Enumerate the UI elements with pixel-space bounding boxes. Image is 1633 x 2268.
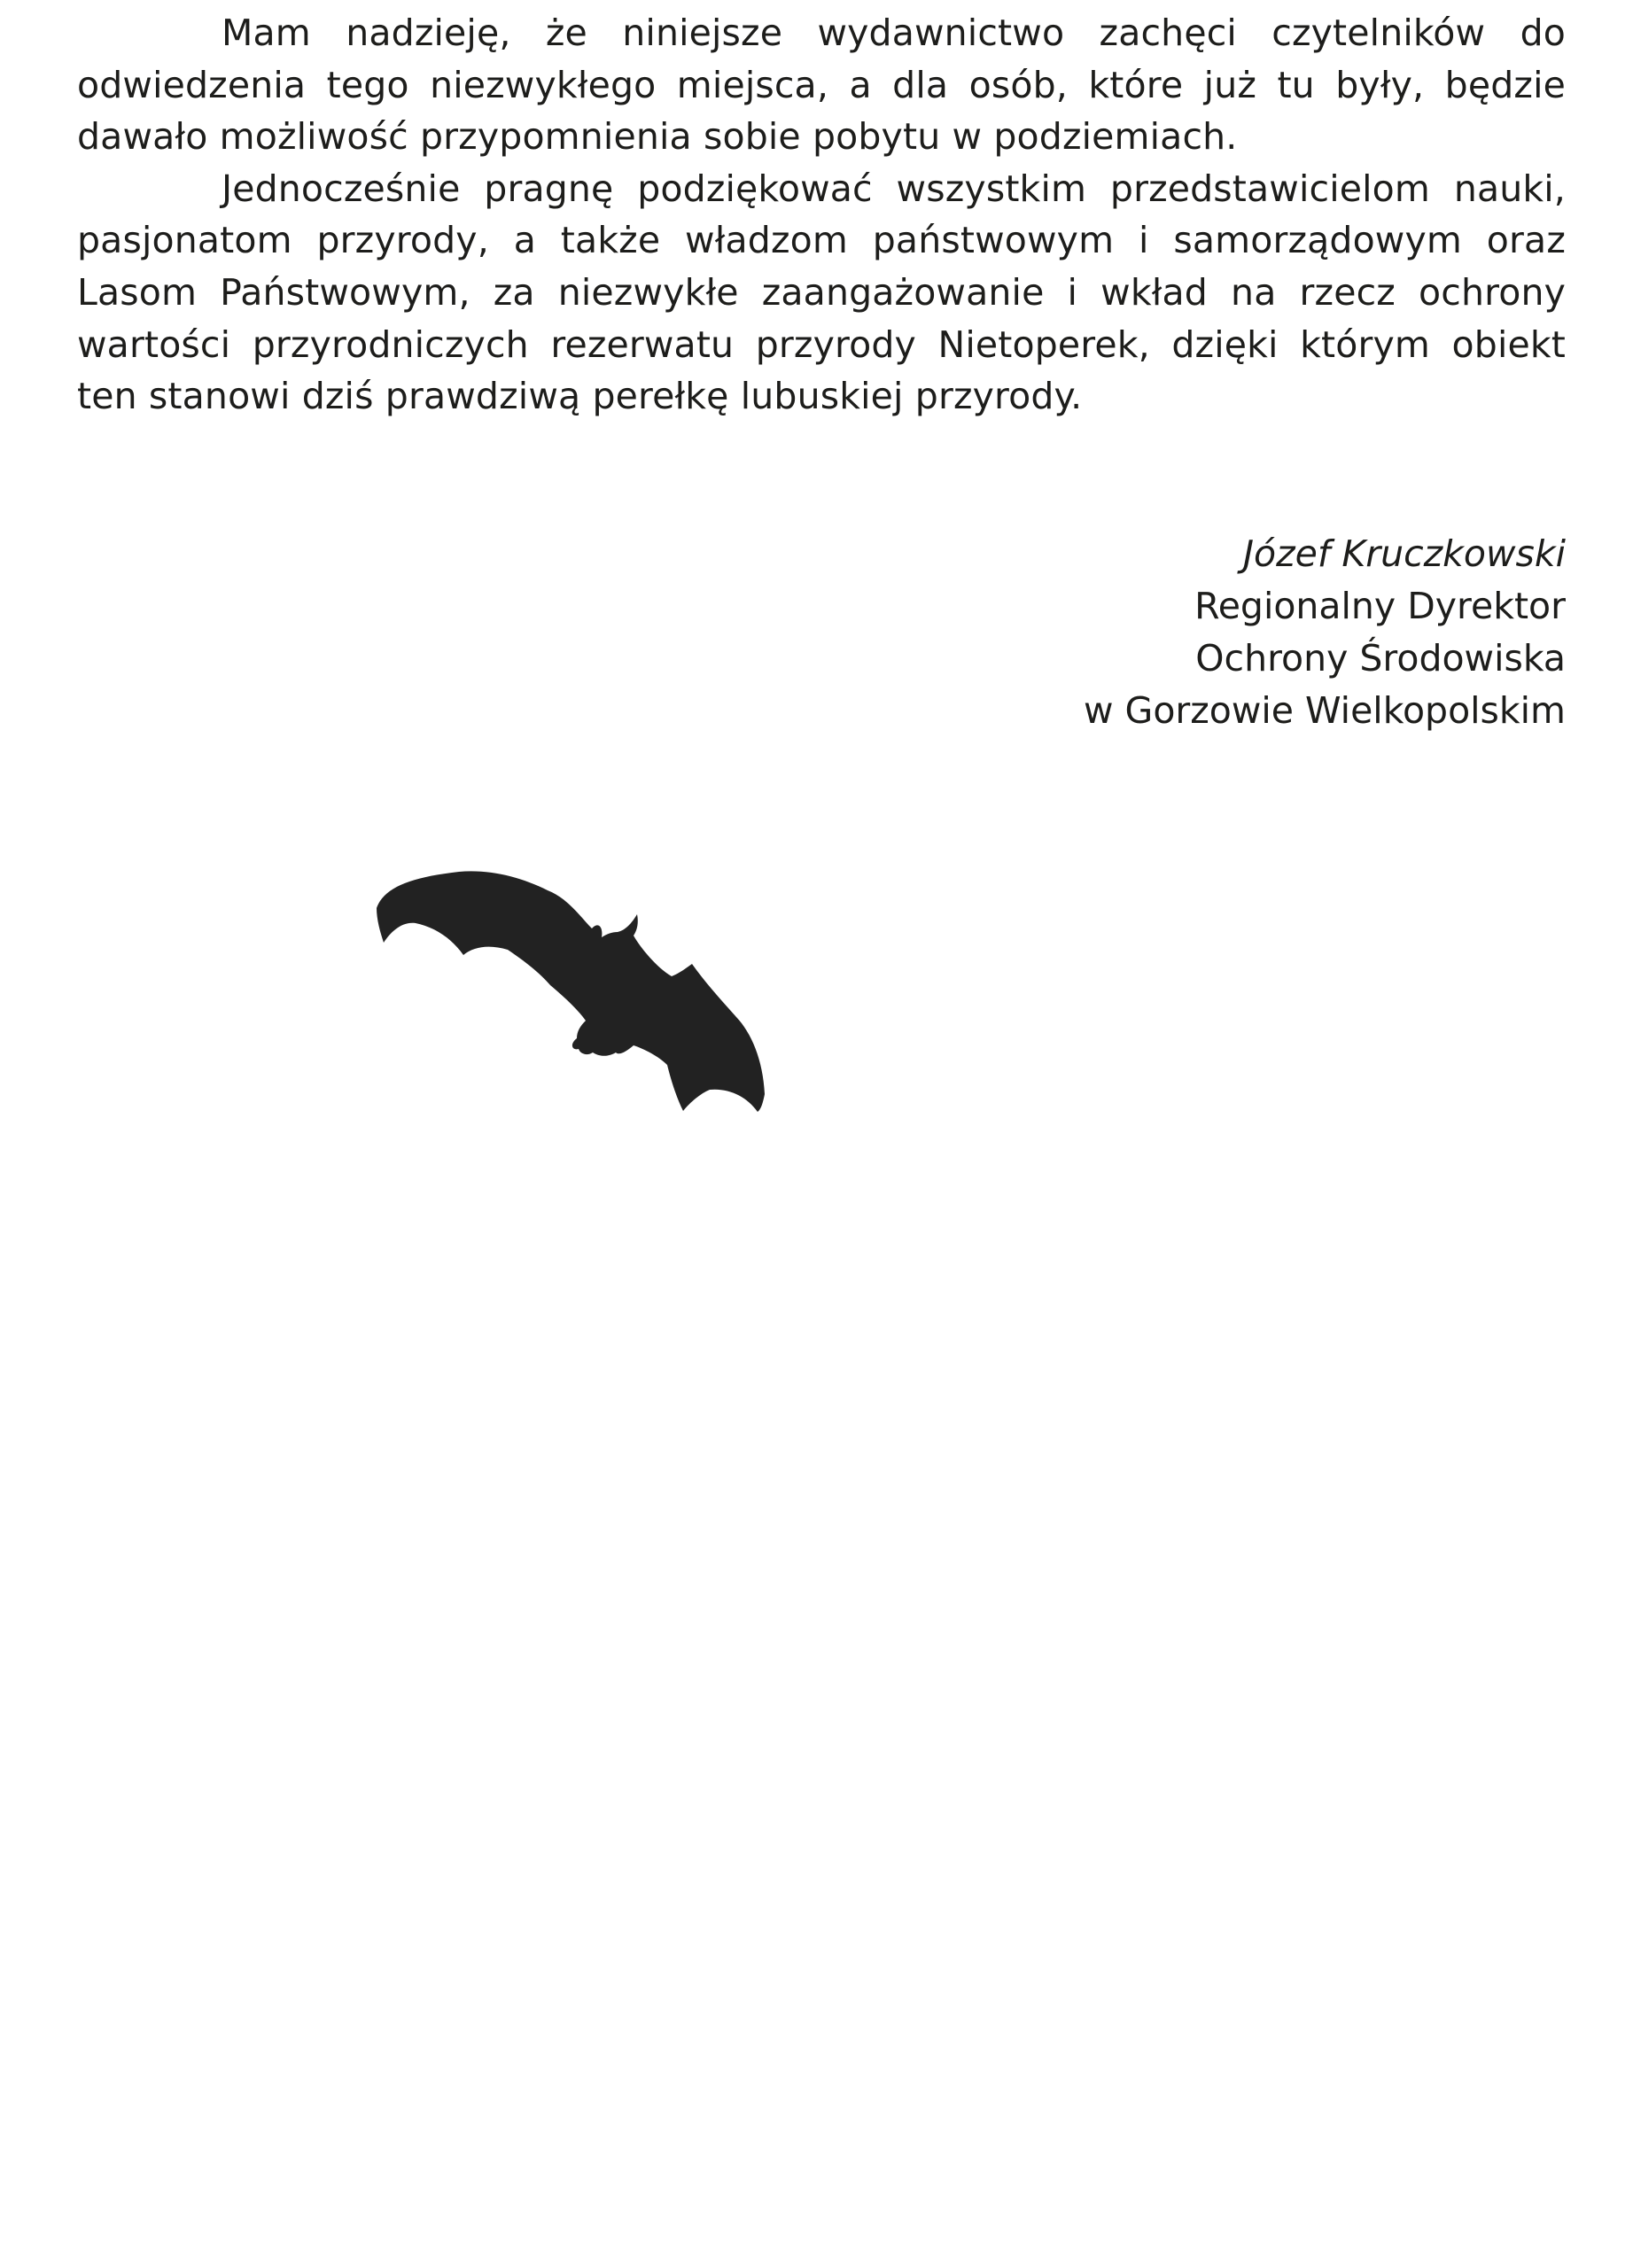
signature-name: Józef Kruczkowski [1242,532,1566,575]
signature-block [1084,528,1566,737]
paragraph-acknowledgements: Jednocześnie pragnę podziękować wszystkim przedstawicielom nauki, pasjonatom przyrody, a także władzom państwowym i samorządowym oraz Lasom Państwowym, za niezwykłe zaangażowanie i wkład na rzecz ochrony wartości przyrodniczych rezerwatu przyrody Nietoperek, dzięki którym obiekt ten stanowi dziś prawdziwą perełkę lubuskiej przyrody. [77,167,1566,418]
paragraph-invitation: Mam nadzieję, że niniejsze wydawnictwo zachęci czytelników do odwiedzenia tego niezwykłego miejsca, a dla osób, które już tu były, będzie dawało możliwość przypomnienia sobie pobytu w podziemiach. [77,12,1566,159]
signature-title-line-2: Ochrony Środowiska [1195,637,1566,680]
document-page [77,0,1566,732]
signature-title-line-3: w Gorzowie Wielkopolskim [1083,689,1566,732]
signature-title-line-1: Regionalny Dyrektor [1194,585,1566,627]
bat-icon [375,868,765,1112]
